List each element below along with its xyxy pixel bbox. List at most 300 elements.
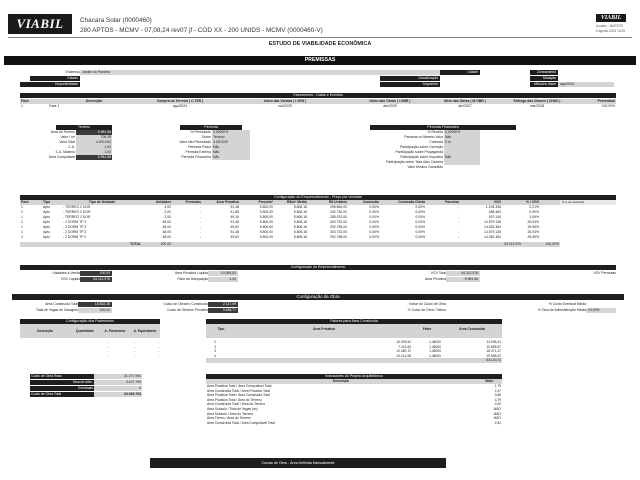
fator-tipo: 4 xyxy=(214,353,216,358)
indicador-valor: -NÃO xyxy=(492,406,501,411)
config-cell: 570.140 xyxy=(488,215,501,219)
col-fator: Fator xyxy=(422,327,432,331)
terreno-band: Terreno xyxy=(56,125,112,130)
pavimentos-rows xyxy=(70,340,160,358)
pf-label: % Receita xyxy=(427,130,443,134)
configuracao-band: Configuração do Empreendimento - Preço por Unidade xyxy=(20,195,616,200)
col-tipo-unidade: Tipo de Unidade xyxy=(88,200,116,204)
config-cell: 5.806,16 xyxy=(293,230,307,234)
indicador-valor: 0,68 xyxy=(494,393,501,398)
classificacao-label: Classificação xyxy=(380,76,440,81)
mes-base-value: ago/2024 xyxy=(558,82,614,87)
permuta-panel xyxy=(150,130,250,160)
config-cell: 1 xyxy=(21,235,23,239)
config-cell: 14.052.384 xyxy=(484,225,501,229)
user-label: Usuário : MASTER xyxy=(596,24,623,28)
percentual-cell: 100,00% xyxy=(601,104,615,108)
col-preco-m2: Preço/m² xyxy=(258,200,273,204)
config-cell: 5.806,16 xyxy=(293,210,307,214)
config-cell: 0,00% xyxy=(369,220,379,224)
faseamento-table xyxy=(20,99,616,109)
project-subtitle: 280 APTOS - MCMV - 07,08,24 rev07 jf - COD XX - 200 UNIDS - MCMV (0000460-V) xyxy=(80,27,323,34)
config-cell: 0,00% xyxy=(369,205,379,209)
indicador-descricao: Área Subsolo / Área do Terreno xyxy=(207,411,254,416)
endereco-value: Jardim do Paraíba xyxy=(80,70,440,75)
col-fase: Fase xyxy=(21,200,29,204)
config-cell: - TERREO 2 DOR xyxy=(63,205,91,209)
config-cell: - xyxy=(457,205,459,209)
pav-cell: - xyxy=(133,340,135,344)
col-fase: Fase xyxy=(21,99,29,103)
permuta-label: Valor não Permutado xyxy=(179,140,211,144)
indicador-valor: -NÃO xyxy=(492,411,501,416)
custo-eventuais-value: 0 xyxy=(94,386,142,391)
viabil-logo: VIABIL xyxy=(8,14,72,34)
terreno-label: C.A. xyxy=(68,145,75,149)
fator-area-priv: 13.214,98 xyxy=(396,353,411,358)
fatores-header xyxy=(206,324,502,338)
config-cell: 48,00 xyxy=(162,225,171,229)
config-cell: 298.584,00 xyxy=(330,205,347,209)
config-cell: 51,48 xyxy=(230,205,239,209)
permuta-band: Permuta xyxy=(180,125,242,130)
pf-value xyxy=(444,165,480,170)
taxa-adm-label: % Taxa de Administração Média xyxy=(537,308,586,312)
config-cell: 5.806,16 xyxy=(293,235,307,239)
vgv-total-value: 54.112.976 xyxy=(446,271,480,276)
inicio-obras-cell: abr/2025 xyxy=(383,104,397,108)
segmento-label: Segmento xyxy=(380,82,440,87)
col-unitario: R$ Unitário xyxy=(328,200,347,204)
indicadores-table xyxy=(206,379,502,425)
col-comissao-direta: Comissão Direta xyxy=(398,200,425,204)
config-cell: 0,00% xyxy=(415,230,425,234)
fator-adeq-value: 1,00 xyxy=(208,277,238,282)
resumo-band: Configuração do Empreendimento xyxy=(20,265,616,270)
configuracao-total xyxy=(20,242,560,247)
faseamento-band: Faseamento - Datas e Eventos xyxy=(20,93,616,98)
terreno-value: 1,00 xyxy=(76,145,112,150)
pav-cell: - xyxy=(133,353,135,358)
permuta-financeira-panel xyxy=(340,130,480,170)
table-row xyxy=(206,421,502,426)
config-cell: 14.579.136 xyxy=(484,230,501,234)
configuracao-rows xyxy=(20,205,560,240)
terreno-label: Valor / m² xyxy=(60,135,75,139)
pav-cell: - xyxy=(107,349,109,354)
config-cell: 0,90% xyxy=(529,210,539,214)
fator-tipo: 3 xyxy=(214,349,216,354)
col-a-equivalente: A. Equivalente xyxy=(133,329,157,333)
config-cell: 0,00% xyxy=(369,225,379,229)
terreno-value: 4.000.000 xyxy=(76,140,112,145)
config-cell: 1.194.336 xyxy=(485,205,501,209)
config-cell: - xyxy=(199,205,201,209)
pf-label: Carência xyxy=(429,140,443,144)
config-cell: 2,00 xyxy=(164,215,171,219)
config-cell: - 2 DORM TP 2 xyxy=(63,235,87,239)
config-cell: 5.806,16 xyxy=(293,215,307,219)
pav-cell: - xyxy=(157,340,159,344)
config-cell: 1 xyxy=(21,205,23,209)
config-cell: 48,00 xyxy=(162,235,171,239)
indicador-descricao: Área Construída Total / Área Computável Total xyxy=(207,420,275,425)
indicador-descricao: Área Privativa Total / Área Computável Total xyxy=(207,384,272,388)
col-percentual: Percentual xyxy=(597,99,615,103)
indicador-valor: 3,79 xyxy=(494,397,501,402)
pf-label: Participação sobre Impostos xyxy=(400,155,443,159)
config-cell: 292.758,00 xyxy=(330,225,347,229)
permuta-financeira-band: Permuta Financeira xyxy=(370,125,516,130)
obra-band: Configuração da Obra xyxy=(12,294,624,300)
config-cell: 5.800,00 xyxy=(259,235,273,239)
pf-label: Participação sobre Taxa Adm Carteira xyxy=(386,160,443,164)
config-cell: 51,48 xyxy=(230,220,239,224)
config-cell: 49,62 xyxy=(230,225,239,229)
config-cell: 14.579.136 xyxy=(484,220,501,224)
custo-taxa-value: 3.107.799 xyxy=(94,380,142,385)
fatores-rows xyxy=(206,340,502,363)
permuta-value: 0,00000% xyxy=(212,130,250,135)
fator-area-priv: 12.480,72 xyxy=(396,349,411,354)
total-pct: 100,00% xyxy=(545,242,559,246)
config-cell: 4,00 xyxy=(164,205,171,209)
config-cell: 26,93% xyxy=(527,220,539,224)
pf-label: Valor Mínimo Garantido xyxy=(407,165,443,169)
config-cell: 1,06% xyxy=(529,215,539,219)
pavimentos-band: Configuração dos Pavimentos xyxy=(20,319,160,324)
terreno-value: 1,00 xyxy=(76,150,112,155)
vgv-liquido-label: VGV Líquido xyxy=(60,277,80,281)
config-cell: 1 xyxy=(21,225,23,229)
header-divider xyxy=(8,37,632,38)
indicador-descricao: Área Construída Total / Área do Terreno xyxy=(207,402,266,407)
permuta-value: Não xyxy=(212,155,250,160)
config-cell: 2,21% xyxy=(529,205,539,209)
col-area-construida: Área Construída xyxy=(459,327,485,331)
custo-obra-priv-label: Custo de Obra/m² Privativo xyxy=(167,308,208,312)
custo-total-value: 34.918.793 xyxy=(94,392,142,397)
custo-obra-m2-label: Custo de Obra/m² Construído xyxy=(163,302,208,306)
fator-adeq-label: Fator de Adequação xyxy=(177,277,208,281)
config-cell: - xyxy=(457,225,459,229)
entrega-cell: mar/2028 xyxy=(529,104,545,108)
config-cell: 0,00% xyxy=(415,210,425,214)
config-cell: Apto xyxy=(43,215,50,219)
terreno-label: Valor Total xyxy=(59,140,75,144)
config-cell: 5.800,00 xyxy=(259,210,273,214)
compra-cell: ago/2024 xyxy=(172,104,188,108)
fator-tipo: 2 xyxy=(214,344,216,349)
mes-base-label: Mês/Ano Base xyxy=(530,82,558,87)
config-cell: Apto xyxy=(43,230,50,234)
config-cell: - TERREO 2 DOR xyxy=(63,210,91,214)
config-cell: - xyxy=(457,210,459,214)
terreno-value: 5.981,56 xyxy=(76,155,112,160)
pav-cell: - xyxy=(107,353,109,358)
config-cell: 5.800,00 xyxy=(259,215,273,219)
config-cell: - xyxy=(199,235,201,239)
config-cell: 48,00 xyxy=(162,230,171,234)
custos-panel xyxy=(30,374,142,397)
permuta-label: Permuta Externa xyxy=(185,150,211,154)
premissas-bar: PREMISSAS xyxy=(4,56,636,65)
config-cell: 1 xyxy=(21,210,23,214)
col-tipo: Tipo xyxy=(217,327,225,331)
config-cell: 5.800,00 xyxy=(259,205,273,209)
config-cell: - xyxy=(199,210,201,214)
pav-cell: - xyxy=(157,344,159,349)
config-cell: 1 xyxy=(21,220,23,224)
config-cell: 0,00% xyxy=(415,215,425,219)
custo-raso-value: 31.077.994 xyxy=(94,374,142,379)
config-cell: Apto xyxy=(43,210,50,214)
config-cell: 303.732,00 xyxy=(330,230,347,234)
zoneamento-label: Zoneamento xyxy=(530,70,558,75)
col-descricao: Descrição xyxy=(85,99,103,103)
terreno-value: 5.981,56 xyxy=(76,130,112,135)
col-vgv: VGV xyxy=(493,200,501,204)
indicador-valor: 2,47 xyxy=(494,388,501,393)
config-cell: 41,85 xyxy=(230,210,239,214)
inicio-vendas-cell: out/2025 xyxy=(278,104,292,108)
table-row xyxy=(20,235,560,240)
col-tipo: Tipo xyxy=(43,200,51,204)
vgv-liquido-value: 54.112.976 xyxy=(80,277,112,282)
col-compra: Compra do Terreno ( C.TER ) xyxy=(156,99,204,103)
permuta-label: Permuta Física xyxy=(188,145,211,149)
fatores-band: Fatores para Área Construída xyxy=(206,319,502,324)
col-pct-vgv: % / VGV xyxy=(525,200,539,204)
area-privativa-value: 5.981,56 xyxy=(446,277,480,282)
vagas-value: 200,00 xyxy=(78,308,112,313)
pf-label: Participação sobre Propaganda xyxy=(395,150,443,154)
viabil-logo-small: VIABIL xyxy=(596,14,626,22)
col-parcelas: Parcelas xyxy=(445,200,459,204)
fator-fator: 1,48000 xyxy=(429,340,441,344)
col-inicio-obras: Início das Obras ( I.OBR ) xyxy=(369,99,411,103)
custo-vgv-label: % Custo de Obra / Vidros xyxy=(407,308,446,312)
fator-area-priv: 7.341,60 xyxy=(398,344,411,349)
col-inicio-vendas: Início das Vendas ( I.VEN ) xyxy=(263,99,307,103)
indicadores-rows xyxy=(206,384,502,425)
config-cell: 0,00% xyxy=(369,235,379,239)
config-cell: 0,00% xyxy=(415,220,425,224)
endereco-label: Endereço xyxy=(65,70,80,74)
terreno-label: Área Computável xyxy=(48,155,75,159)
indicador-valor: -NÃO xyxy=(492,416,501,421)
fase-cell: 1 xyxy=(21,104,23,108)
permuta-value: Não xyxy=(212,150,250,155)
config-cell: - xyxy=(457,230,459,234)
pav-cell: - xyxy=(157,349,159,354)
col-quantidade: Quantidade xyxy=(75,329,95,333)
indicador-descricao: Área Térreo / Área do Terreno xyxy=(207,416,251,421)
custo-eventuais-label: Eventuais xyxy=(30,386,94,391)
permuta-value: Não xyxy=(212,145,250,150)
config-cell: 2,00 xyxy=(164,210,171,214)
config-cell: Apto xyxy=(43,220,50,224)
pf-value: Não xyxy=(444,155,480,160)
cidade-label: Cidade xyxy=(440,70,480,75)
config-cell: 0,00% xyxy=(369,215,379,219)
total-vgv: 54.112.976 xyxy=(504,242,521,246)
permuta-label: Sobre xyxy=(201,135,211,139)
config-cell: Apto xyxy=(43,225,50,229)
indicador-valor: 2,62 xyxy=(494,402,501,407)
indicador-descricao: Área Construída Total / Área Privativa Total xyxy=(207,388,270,393)
indice-label: Índice do Custo de Obra xyxy=(409,302,446,306)
fator-area-constr: 19.558,02 xyxy=(486,353,501,358)
custo-obra-priv-value: 3.188,77 xyxy=(208,308,238,313)
custo-taxa-label: Taxa de Adm. xyxy=(30,380,94,385)
configuracao-table xyxy=(20,200,560,247)
config-cell: Apto xyxy=(43,205,50,209)
vgv-permutas-label: VGV Permutas xyxy=(593,271,616,275)
pf-value: Não xyxy=(444,135,480,140)
col-medio: R$/m² Médio xyxy=(286,200,307,204)
fatores-total xyxy=(206,358,502,363)
disponibilidade-label: Disponibilidade xyxy=(20,82,80,87)
col-a-pavimento: A. Pavimento xyxy=(104,329,126,333)
area-priv-liq-value: 10.065,52 xyxy=(208,271,238,276)
pav-cell: - xyxy=(107,340,109,344)
fator-area-constr: 10.865,57 xyxy=(486,344,501,349)
config-cell: 285.070,00 xyxy=(330,215,347,219)
indicador-descricao: Área Subsolo / Total de Vagas (m²) xyxy=(207,406,259,411)
config-cell: 48,00 xyxy=(162,220,171,224)
permuta-value: 4.000.000 xyxy=(212,140,250,145)
config-cell: 5.806,16 xyxy=(293,205,307,209)
situacao-label: Situação xyxy=(530,76,558,81)
config-cell: Apto xyxy=(43,235,50,239)
pav-cell: - xyxy=(133,344,135,349)
config-cell: 0,00% xyxy=(415,225,425,229)
config-cell: 5.800,00 xyxy=(259,230,273,234)
total-unidades: 200,00 xyxy=(160,242,171,246)
pav-cell: - xyxy=(133,349,135,354)
config-cell: 25,96% xyxy=(527,225,539,229)
report-title: ESTUDO DE VIABILIDADE ECONÔMICA xyxy=(268,41,372,47)
terreno-label: Área do Terreno xyxy=(50,130,75,134)
config-cell: 5.800,00 xyxy=(259,220,273,224)
config-cell: - 2 DORM TP 2 xyxy=(63,225,87,229)
pf-label: Parcelas no Mesmo Valor xyxy=(404,135,443,139)
vgv-total-label: VGV Total xyxy=(430,271,446,275)
config-cell: - xyxy=(199,225,201,229)
col-area-privativa: Área Privativa xyxy=(313,327,335,331)
fator-fator: 1,48000 xyxy=(429,344,441,349)
config-cell: - xyxy=(457,220,459,224)
custo-obra-m2-value: 2.117,09 xyxy=(208,302,238,307)
config-cell: 242.730,00 xyxy=(330,210,347,214)
config-cell: 49,15 xyxy=(230,215,239,219)
pavimentos-header xyxy=(20,324,160,338)
estado-label: Estado xyxy=(30,76,80,81)
vagas-label: Total de Vagas de Garagem xyxy=(36,308,78,312)
meio-obras-cell: abr/2027 xyxy=(458,104,472,108)
permuta-label: % Permutado xyxy=(190,130,211,134)
config-cell: 0,00% xyxy=(415,235,425,239)
config-cell: 1 xyxy=(21,230,23,234)
config-cell: 1 xyxy=(21,215,23,219)
terreno-label: C.A. Máximo xyxy=(55,150,75,154)
area-priv-liq-label: Área Privativa Líquida xyxy=(174,271,208,275)
permuta-label: Permuta Financeira xyxy=(181,155,211,159)
pav-cell: - xyxy=(107,344,109,349)
col-permutas: Permutas xyxy=(185,200,201,204)
pf-value: 0 m xyxy=(444,140,480,145)
config-cell: - xyxy=(199,215,201,219)
col-meio-obras: Meio das Obras ( M.OBR ) xyxy=(444,99,486,103)
config-cell: - 2 DORM TP 1 xyxy=(63,220,87,224)
col-descricao: Descrição xyxy=(37,329,53,333)
area-construida-value: 18.832,35 xyxy=(78,302,112,307)
config-cell: 292.758,00 xyxy=(330,235,347,239)
config-cell: 0,00% xyxy=(369,210,379,214)
descricao-cell: Fase 1 xyxy=(49,104,60,108)
custo-total-label: Custo de Obra Total xyxy=(30,392,94,397)
col-area-privativa: Área Privativa xyxy=(216,200,239,204)
col-entrega: Entrega das Chaves ( CHAV ) xyxy=(513,99,561,103)
fator-area-priv: 10.093,52 xyxy=(396,340,411,344)
config-cell: 26,93% xyxy=(527,230,539,234)
custo-raso-label: Custo de Obra Raso xyxy=(30,374,94,379)
col-descricao: Descrição xyxy=(332,379,350,383)
config-cell: 51,48 xyxy=(230,230,239,234)
table-row xyxy=(20,104,616,109)
config-cell: - xyxy=(457,215,459,219)
custo-eventual-label: % Custo Eventual Média xyxy=(548,302,586,306)
config-cell: 5.806,16 xyxy=(293,220,307,224)
fator-area-constr: 18.471,47 xyxy=(486,349,501,354)
fator-area-constr: 14.938,41 xyxy=(486,340,501,344)
terreno-value: 706,49 xyxy=(76,135,112,140)
date-label: 6 agosto 2024 14:25 xyxy=(596,29,626,33)
area-privativa-label: Área Privativa xyxy=(424,277,446,281)
col-comissao: Comissão xyxy=(362,200,379,204)
config-cell: 25,96% xyxy=(527,235,539,239)
config-cell: - 2 DORM TP 3 xyxy=(63,230,87,234)
project-title: Chacara Solar (0000460) xyxy=(80,17,152,24)
indicadores-band: Indicadores do Projeto Arquitetônico xyxy=(206,374,502,379)
pav-cell: - xyxy=(157,353,159,358)
config-cell: 0,00% xyxy=(369,230,379,234)
indicador-valor: 1,79 xyxy=(494,384,501,388)
fatores-total-value: 63.130,72 xyxy=(486,358,501,363)
col-unidades: Unidades xyxy=(155,200,171,204)
curvas-band: Curvas de Obra - Área Definida Manualmente xyxy=(150,458,446,468)
config-cell: 303.732,00 xyxy=(330,220,347,224)
side-note: % a ser Extraído xyxy=(560,200,616,205)
fator-fator: 1,48000 xyxy=(429,349,441,354)
pf-label: Participação sobre Correção xyxy=(400,145,443,149)
config-cell: 0,00% xyxy=(415,205,425,209)
config-cell: - xyxy=(199,220,201,224)
config-cell: 5.800,00 xyxy=(259,225,273,229)
area-construida-label: Área Construída Total xyxy=(45,302,78,306)
config-cell: - xyxy=(457,235,459,239)
config-cell: 5.806,16 xyxy=(293,225,307,229)
total-label: TOTAL xyxy=(130,242,141,246)
unidades-venda-value: 200,00 xyxy=(80,271,112,276)
taxa-adm-value: 10,00% xyxy=(586,308,616,313)
indicador-descricao: Área Privativa Total / Área Construída Total xyxy=(207,393,270,398)
fator-tipo: 1 xyxy=(214,340,216,344)
config-cell: 485.460 xyxy=(488,210,501,214)
config-cell: 49,62 xyxy=(230,235,239,239)
config-cell: - TERREO 2 DOR xyxy=(63,215,91,219)
